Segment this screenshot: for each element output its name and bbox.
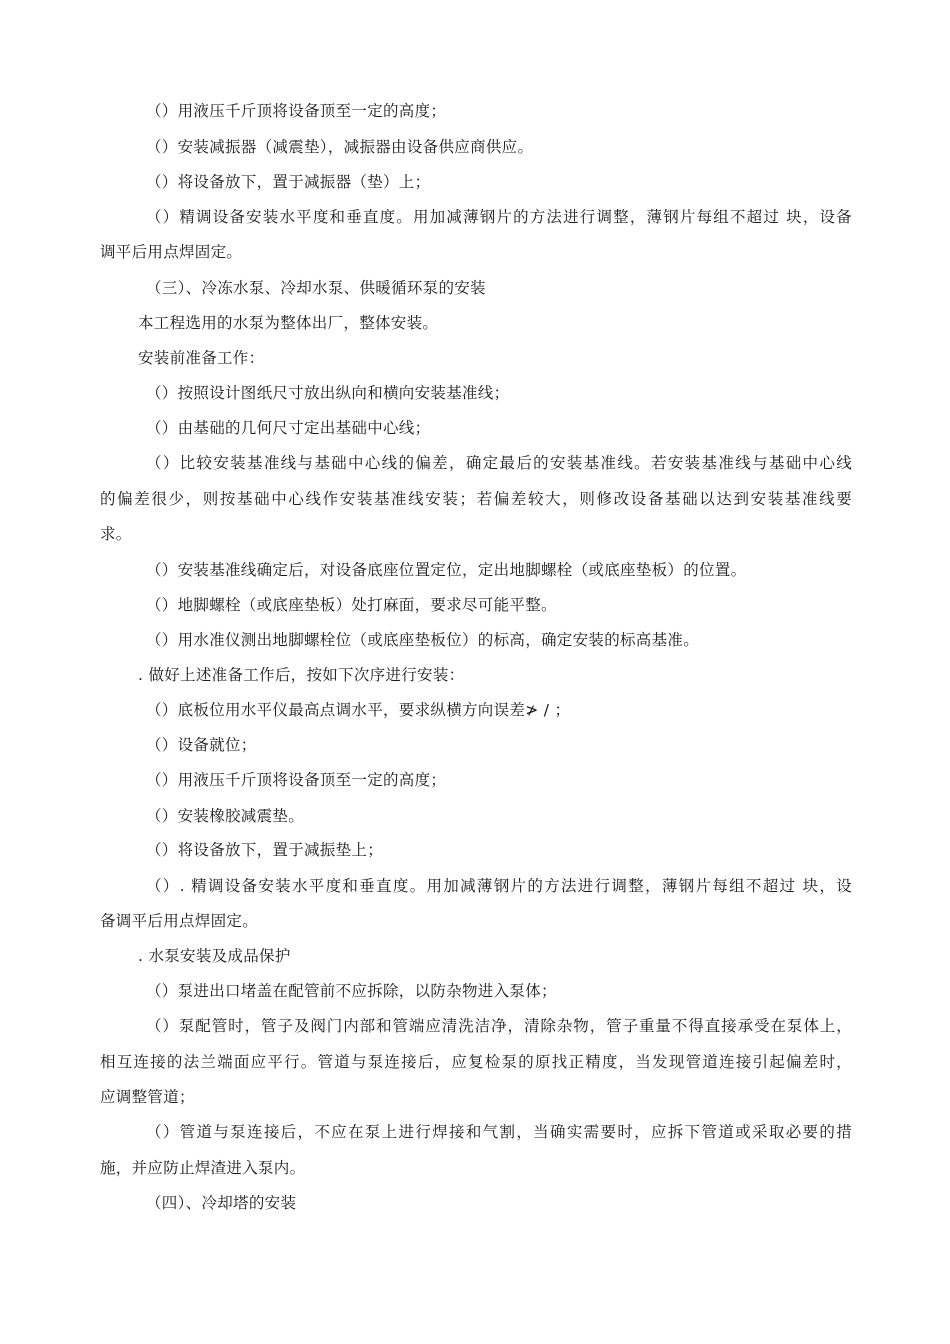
paragraph-line: 求。 bbox=[100, 525, 132, 543]
paragraph-line: （）按照设计图纸尺寸放出纵向和横向安装基准线； bbox=[146, 384, 510, 402]
section-heading: （四）、冷却塔的安装 bbox=[146, 1194, 297, 1212]
paragraph-line: （）管道与泵连接后，不应在泵上进行焊接和气割，当确实需要时，应拆下管道或采取必要的措 bbox=[146, 1123, 852, 1141]
paragraph-line: （）地脚螺栓（或底座垫板）处打麻面，要求尽可能平整。 bbox=[146, 596, 557, 614]
paragraph-line: （）底板位用水平仪最高点调水平，要求纵横方向误差≯ / ； bbox=[146, 701, 571, 719]
paragraph-line: （）用液压千斤顶将设备顶至一定的高度； bbox=[146, 102, 447, 120]
section-heading: （三）、冷冻水泵、冷却水泵、供暖循环泵的安装 bbox=[146, 279, 486, 297]
paragraph-line: 施，并应防止焊渣进入泵内。 bbox=[100, 1159, 306, 1177]
paragraph-line: （）设备就位； bbox=[146, 736, 257, 754]
paragraph-line: 相互连接的法兰端面应平行。管道与泵连接后，应复检泵的原找正精度，当发现管道连接引起偏差时， bbox=[100, 1053, 852, 1071]
paragraph-line: 调平后用点焊固定。 bbox=[100, 243, 243, 261]
subheading: . 做好上述准备工作后，按如下次序进行安装： bbox=[138, 666, 465, 684]
paragraph-line: （）精调设备安装水平度和垂直度。用加减薄钢片的方法进行调整，薄钢片每组不超过 块，设备 bbox=[146, 208, 852, 226]
paragraph-line: （）. 精调设备安装水平度和垂直度。用加减薄钢片的方法进行调整，薄钢片每组不超过 块，设 bbox=[146, 877, 852, 895]
subheading: 安装前准备工作： bbox=[138, 349, 265, 367]
paragraph-line: （）泵配管时，管子及阀门内部和管端应清洗洁净，清除杂物，管子重量不得直接承受在泵体上， bbox=[146, 1017, 852, 1035]
paragraph-line: （）比较安装基准线与基础中心线的偏差，确定最后的安装基准线。若安装基准线与基础中心线 bbox=[146, 454, 852, 472]
paragraph-line: （）用液压千斤顶将设备顶至一定的高度； bbox=[146, 771, 447, 789]
paragraph-line: （）将设备放下，置于减振垫上； bbox=[146, 841, 384, 859]
paragraph-line: 备调平后用点焊固定。 bbox=[100, 912, 259, 930]
paragraph-line: （）安装橡胶减震垫。 bbox=[146, 807, 305, 825]
paragraph-line: （）安装减振器（减震垫），减振器由设备供应商供应。 bbox=[146, 138, 534, 156]
paragraph-line: 的偏差很少，则按基础中心线作安装基准线安装；若偏差较大，则修改设备基础以达到安装基准线要 bbox=[100, 490, 852, 508]
paragraph-line: （）安装基准线确定后，对设备底座位置定位，定出地脚螺栓（或底座垫板）的位置。 bbox=[146, 561, 747, 579]
paragraph-line: （）用水准仪测出地脚螺栓位（或底座垫板位）的标高，确定安装的标高基准。 bbox=[146, 631, 700, 649]
paragraph-line: （）泵进出口堵盖在配管前不应拆除，以防杂物进入泵体； bbox=[146, 982, 557, 1000]
paragraph-line: 应调整管道； bbox=[100, 1088, 195, 1106]
subheading: . 水泵安装及成品保护 bbox=[138, 947, 291, 965]
paragraph-line: 本工程选用的水泵为整体出厂，整体安装。 bbox=[138, 314, 439, 332]
paragraph-line: （）将设备放下，置于减振器（垫）上； bbox=[146, 173, 431, 191]
paragraph-line: （）由基础的几何尺寸定出基础中心线； bbox=[146, 419, 431, 437]
